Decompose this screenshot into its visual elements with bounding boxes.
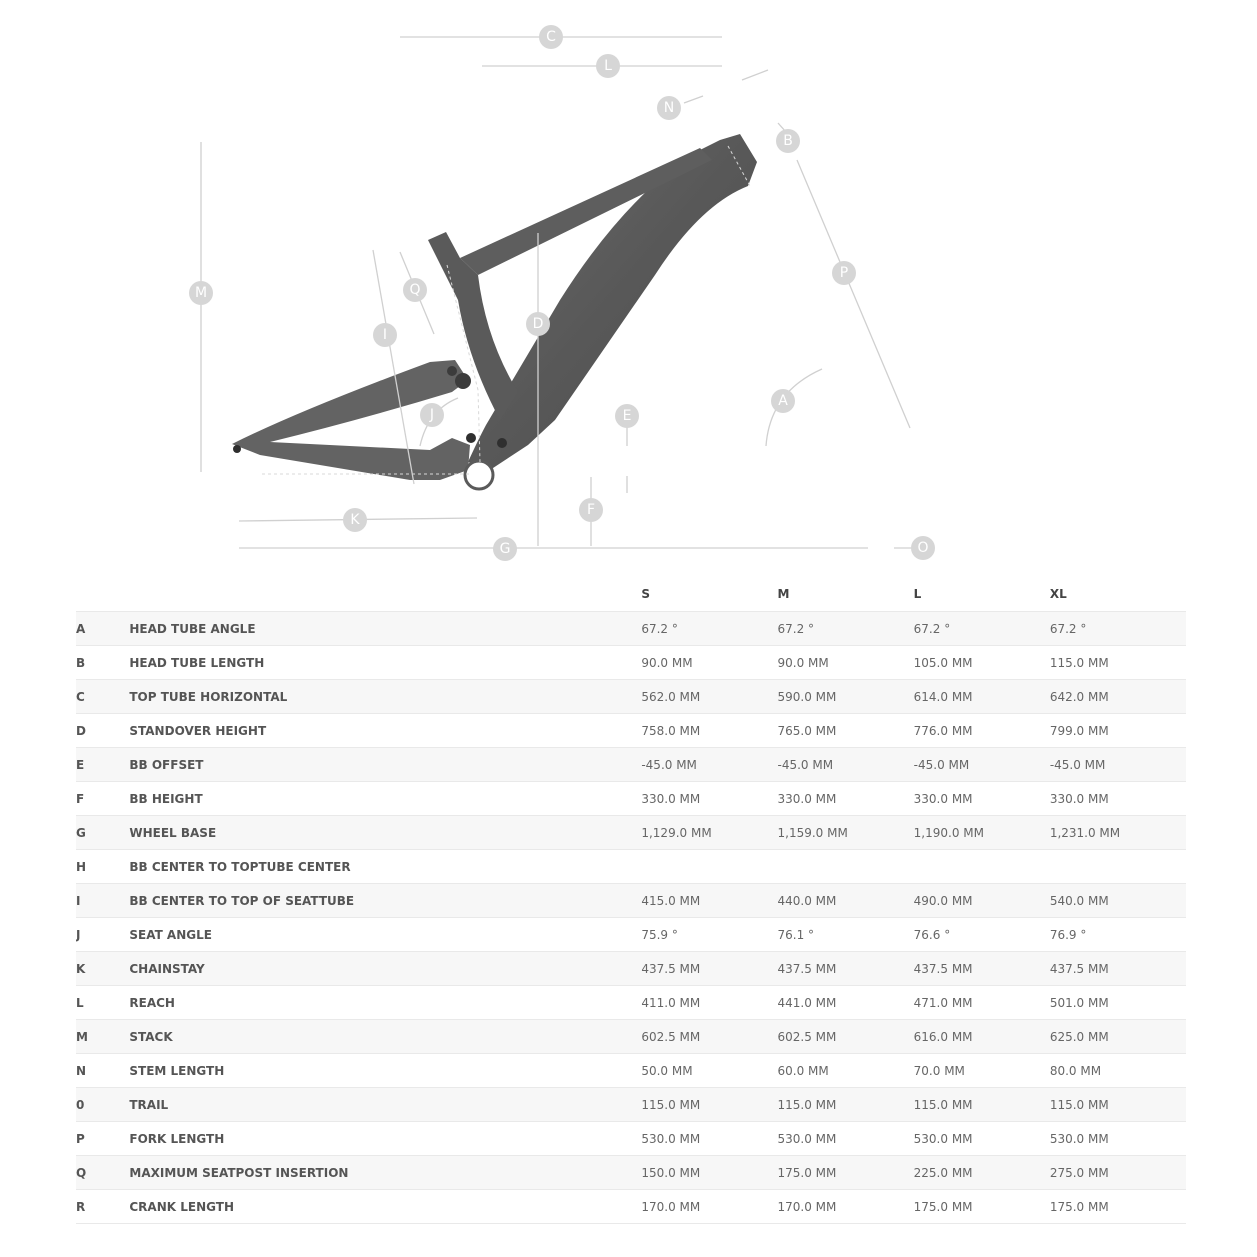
row-value-xl: 115.0 MM	[1050, 1088, 1186, 1122]
row-code: G	[76, 816, 129, 850]
callout-e	[615, 404, 639, 428]
row-code: A	[76, 612, 129, 646]
row-value-s: 415.0 MM	[641, 884, 777, 918]
table-row	[76, 680, 1186, 714]
row-measurement-name: BB CENTER TO TOPTUBE CENTER	[129, 850, 641, 884]
row-value-xl: 530.0 MM	[1050, 1122, 1186, 1156]
table-row	[76, 986, 1186, 1020]
header-size-s: S	[641, 577, 777, 612]
table-row	[76, 1088, 1186, 1122]
row-code: 0	[76, 1088, 129, 1122]
row-value-xl: 1,231.0 MM	[1050, 816, 1186, 850]
row-value-m: 765.0 MM	[778, 714, 914, 748]
table-row	[76, 1020, 1186, 1054]
row-value-xl: 275.0 MM	[1050, 1156, 1186, 1190]
row-value-xl: 642.0 MM	[1050, 680, 1186, 714]
row-code: P	[76, 1122, 129, 1156]
row-value-m	[778, 850, 914, 884]
row-value-s: 67.2 °	[641, 612, 777, 646]
svg-text:G: G	[499, 541, 511, 557]
row-measurement-name: BB CENTER TO TOP OF SEATTUBE	[129, 884, 641, 918]
callout-m	[189, 281, 213, 305]
svg-text:C: C	[546, 29, 556, 45]
row-value-m: 440.0 MM	[778, 884, 914, 918]
callout-b	[776, 129, 800, 153]
callout-d	[526, 312, 550, 336]
row-value-m: 602.5 MM	[778, 1020, 914, 1054]
row-value-l: 776.0 MM	[914, 714, 1050, 748]
row-value-xl: -45.0 MM	[1050, 748, 1186, 782]
row-value-s: 411.0 MM	[641, 986, 777, 1020]
row-value-xl: 67.2 °	[1050, 612, 1186, 646]
header-size-xl: XL	[1050, 577, 1186, 612]
row-value-l: 67.2 °	[914, 612, 1050, 646]
row-value-l	[914, 850, 1050, 884]
svg-text:A: A	[778, 393, 788, 409]
row-value-xl: 115.0 MM	[1050, 646, 1186, 680]
table-row	[76, 918, 1186, 952]
callout-l	[596, 54, 620, 78]
row-code: D	[76, 714, 129, 748]
bike-frame	[232, 134, 757, 489]
svg-text:I: I	[382, 327, 388, 343]
svg-text:J: J	[429, 407, 435, 423]
row-value-l: 437.5 MM	[914, 952, 1050, 986]
row-value-l: 530.0 MM	[914, 1122, 1050, 1156]
row-value-l: 105.0 MM	[914, 646, 1050, 680]
row-value-l: 330.0 MM	[914, 782, 1050, 816]
row-value-xl: 175.0 MM	[1050, 1190, 1186, 1224]
table-row	[76, 850, 1186, 884]
row-measurement-name: WHEEL BASE	[129, 816, 641, 850]
table-row	[76, 1054, 1186, 1088]
row-value-m: 170.0 MM	[778, 1190, 914, 1224]
row-value-s: 602.5 MM	[641, 1020, 777, 1054]
svg-text:P: P	[839, 265, 849, 281]
row-value-m: 590.0 MM	[778, 680, 914, 714]
row-code: R	[76, 1190, 129, 1224]
row-value-s: 115.0 MM	[641, 1088, 777, 1122]
row-value-l: -45.0 MM	[914, 748, 1050, 782]
svg-text:N: N	[663, 100, 675, 116]
table-row	[76, 816, 1186, 850]
row-value-m: 530.0 MM	[778, 1122, 914, 1156]
row-value-xl: 80.0 MM	[1050, 1054, 1186, 1088]
table-row	[76, 952, 1186, 986]
row-value-s: 50.0 MM	[641, 1054, 777, 1088]
header-size-l: L	[914, 577, 1050, 612]
row-code: Q	[76, 1156, 129, 1190]
row-code: H	[76, 850, 129, 884]
svg-text:L: L	[604, 58, 612, 74]
row-measurement-name: BB OFFSET	[129, 748, 641, 782]
row-value-m: 441.0 MM	[778, 986, 914, 1020]
row-value-xl	[1050, 850, 1186, 884]
row-code: L	[76, 986, 129, 1020]
row-value-m: 1,159.0 MM	[778, 816, 914, 850]
svg-text:O: O	[917, 540, 929, 556]
row-measurement-name: FORK LENGTH	[129, 1122, 641, 1156]
row-value-l: 490.0 MM	[914, 884, 1050, 918]
header-code	[76, 577, 129, 612]
row-value-m: 115.0 MM	[778, 1088, 914, 1122]
geometry-table-body	[76, 612, 1186, 1224]
row-measurement-name: SEAT ANGLE	[129, 918, 641, 952]
header-size-m: M	[778, 577, 914, 612]
row-value-s: 437.5 MM	[641, 952, 777, 986]
callout-o	[911, 536, 935, 560]
callout-c	[539, 25, 563, 49]
row-value-s: 150.0 MM	[641, 1156, 777, 1190]
row-code: N	[76, 1054, 129, 1088]
row-value-l: 616.0 MM	[914, 1020, 1050, 1054]
row-measurement-name: STACK	[129, 1020, 641, 1054]
callout-n	[657, 96, 681, 120]
callout-j	[420, 403, 444, 427]
row-value-xl: 76.9 °	[1050, 918, 1186, 952]
row-code: M	[76, 1020, 129, 1054]
row-value-xl: 437.5 MM	[1050, 952, 1186, 986]
row-value-m: 330.0 MM	[778, 782, 914, 816]
callout-g	[493, 537, 517, 561]
table-row	[76, 782, 1186, 816]
row-value-s: 90.0 MM	[641, 646, 777, 680]
row-measurement-name: CRANK LENGTH	[129, 1190, 641, 1224]
callout-p	[832, 261, 856, 285]
row-measurement-name: REACH	[129, 986, 641, 1020]
callout-i	[373, 323, 397, 347]
row-value-m: 67.2 °	[778, 612, 914, 646]
row-measurement-name: HEAD TUBE LENGTH	[129, 646, 641, 680]
row-value-l: 225.0 MM	[914, 1156, 1050, 1190]
svg-text:M: M	[194, 285, 208, 301]
header-name	[129, 577, 641, 612]
svg-text:F: F	[586, 502, 596, 518]
row-value-l: 1,190.0 MM	[914, 816, 1050, 850]
table-row	[76, 1122, 1186, 1156]
row-value-s: 562.0 MM	[641, 680, 777, 714]
table-row	[76, 1190, 1186, 1224]
row-value-m: 76.1 °	[778, 918, 914, 952]
row-value-s: 75.9 °	[641, 918, 777, 952]
row-value-m: 175.0 MM	[778, 1156, 914, 1190]
row-value-xl: 501.0 MM	[1050, 986, 1186, 1020]
row-value-s: 330.0 MM	[641, 782, 777, 816]
table-row	[76, 884, 1186, 918]
table-row	[76, 748, 1186, 782]
row-value-s	[641, 850, 777, 884]
svg-text:E: E	[622, 408, 632, 424]
row-measurement-name: MAXIMUM SEATPOST INSERTION	[129, 1156, 641, 1190]
row-measurement-name: CHAINSTAY	[129, 952, 641, 986]
table-row	[76, 612, 1186, 646]
row-value-xl: 540.0 MM	[1050, 884, 1186, 918]
row-code: K	[76, 952, 129, 986]
geometry-table	[76, 577, 1186, 1224]
row-value-l: 175.0 MM	[914, 1190, 1050, 1224]
row-value-l: 471.0 MM	[914, 986, 1050, 1020]
row-value-l: 76.6 °	[914, 918, 1050, 952]
row-value-m: -45.0 MM	[778, 748, 914, 782]
row-code: B	[76, 646, 129, 680]
callout-k	[343, 508, 367, 532]
row-value-xl: 330.0 MM	[1050, 782, 1186, 816]
svg-text:K: K	[350, 512, 360, 528]
row-value-s: -45.0 MM	[641, 748, 777, 782]
row-measurement-name: BB HEIGHT	[129, 782, 641, 816]
row-value-m: 437.5 MM	[778, 952, 914, 986]
row-measurement-name: TRAIL	[129, 1088, 641, 1122]
svg-text:B: B	[783, 133, 793, 149]
callout-a	[771, 389, 795, 413]
row-code: F	[76, 782, 129, 816]
row-measurement-name: STANDOVER HEIGHT	[129, 714, 641, 748]
row-value-l: 115.0 MM	[914, 1088, 1050, 1122]
bike-geometry-diagram	[0, 0, 1257, 575]
row-value-xl: 799.0 MM	[1050, 714, 1186, 748]
row-code: C	[76, 680, 129, 714]
row-measurement-name: TOP TUBE HORIZONTAL	[129, 680, 641, 714]
table-header-row	[76, 577, 1186, 612]
svg-text:Q: Q	[409, 282, 421, 298]
table-row	[76, 646, 1186, 680]
row-measurement-name: STEM LENGTH	[129, 1054, 641, 1088]
row-value-m: 90.0 MM	[778, 646, 914, 680]
callout-f	[579, 498, 603, 522]
row-value-s: 758.0 MM	[641, 714, 777, 748]
callout-q	[403, 278, 427, 302]
row-code: I	[76, 884, 129, 918]
row-value-s: 170.0 MM	[641, 1190, 777, 1224]
dimension-lines	[201, 37, 912, 548]
table-row	[76, 1156, 1186, 1190]
table-row	[76, 714, 1186, 748]
row-value-s: 530.0 MM	[641, 1122, 777, 1156]
row-value-m: 60.0 MM	[778, 1054, 914, 1088]
row-value-l: 70.0 MM	[914, 1054, 1050, 1088]
row-value-s: 1,129.0 MM	[641, 816, 777, 850]
row-value-l: 614.0 MM	[914, 680, 1050, 714]
row-code: J	[76, 918, 129, 952]
svg-text:D: D	[532, 316, 544, 332]
row-code: E	[76, 748, 129, 782]
row-measurement-name: HEAD TUBE ANGLE	[129, 612, 641, 646]
row-value-xl: 625.0 MM	[1050, 1020, 1186, 1054]
